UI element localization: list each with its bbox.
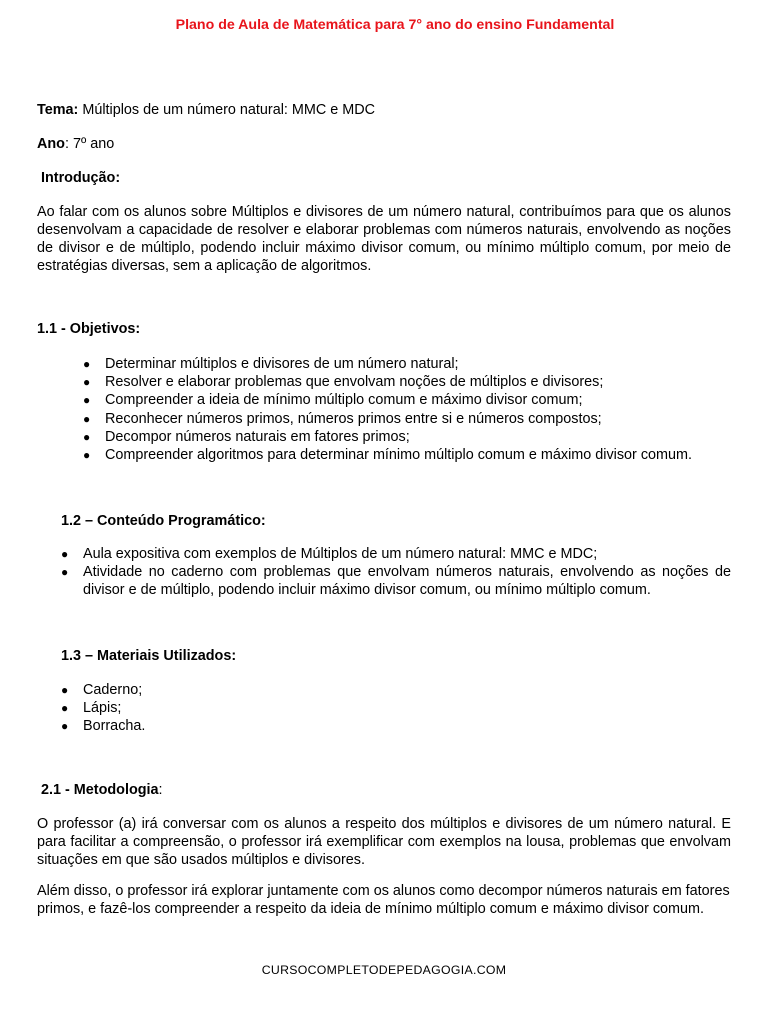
bullet-icon: ● <box>83 448 91 463</box>
objetivos-list <box>83 355 745 464</box>
list-item: ● Resolver e elaborar problemas que envolvam noções de múltiplos e divisores; <box>83 374 604 391</box>
objetivos-heading: 1.1 - Objetivos: <box>37 321 141 337</box>
list-item: ● Caderno; <box>61 682 143 698</box>
materiais-heading: 1.3 – Materiais Utilizados: <box>61 648 237 664</box>
bullet-icon: ● <box>61 683 69 697</box>
metodologia-paragraph-2: Além disso, o professor irá explorar juntamente com os alunos como decompor números naturais em fatores primos, e fazê-los compreender a respeito da ideia de mínimo múltiplo comum e máximo divisor comum. <box>37 883 730 917</box>
list-item: ● Lápis; <box>61 700 122 717</box>
conteudo-list <box>61 545 731 600</box>
introducao-paragraph: Ao falar com os alunos sobre Múltiplos e divisores de um número natural, contribuímos para que os alunos desenvolvam a capacidade de resolver e elaborar problemas com números naturais, envolvendo as noções de divisor e de múltiplo, podendo incluir máximo divisor comum, ou mínimo múltiplo comum, por meio de estratégias diversas, sem a aplicação de algoritmos. <box>37 204 731 274</box>
list-item: ● Compreender a ideia de mínimo múltiplo comum e máximo divisor comum; <box>83 392 583 409</box>
bullet-icon: ● <box>61 565 69 580</box>
footer-site: CURSOCOMPLETODEPEDAGOGIA.COM <box>261 963 507 977</box>
materiais-list <box>61 681 383 736</box>
bullet-icon: ● <box>83 429 91 444</box>
metodologia-heading-suffix: : <box>158 782 163 798</box>
list-item: ● Atividade no caderno com problemas que envolvam números naturais, envolvendo as noções de divisor e de múltiplo, podendo incluir máximo divisor comum, ou mínimo múltiplo comum. <box>61 564 731 599</box>
metodologia-heading: 2.1 - Metodologia <box>41 782 159 798</box>
ano-label: Ano <box>37 136 65 152</box>
introducao-heading: Introdução: <box>41 170 121 186</box>
metodologia-heading-line <box>41 781 163 799</box>
tema-label: Tema: <box>37 102 79 118</box>
list-item: ● Borracha. <box>61 718 146 735</box>
list-item: ● Aula expositiva com exemplos de Múltiplos de um número natural: MMC e MDC; <box>61 546 598 562</box>
bullet-icon: ● <box>83 357 91 371</box>
ano-value: : 7º ano <box>64 136 115 152</box>
bullet-icon: ● <box>61 701 69 716</box>
document-title: Plano de Aula de Matemática para 7° ano do ensino Fundamental <box>175 17 615 33</box>
list-item: ● Determinar múltiplos e divisores de um número natural; <box>83 356 459 372</box>
tema-line <box>37 101 375 119</box>
tema-value: Múltiplos de um número natural: MMC e MDC <box>78 102 376 118</box>
list-item: ● Decompor números naturais em fatores primos; <box>83 428 410 445</box>
bullet-icon: ● <box>83 375 91 390</box>
ano-line <box>37 135 114 153</box>
bullet-icon: ● <box>61 719 69 734</box>
metodologia-paragraph-1: O professor (a) irá conversar com os alunos a respeito dos múltiplos e divisores de um número natural. E para facilitar a compreensão, o professor irá exemplificar com exemplos na lousa, problemas que envolvam situações em que são usados múltiplos e divisores. <box>37 816 731 868</box>
list-item: ● Reconhecer números primos, números primos entre si e números compostos; <box>83 410 602 427</box>
list-item: ● Compreender algoritmos para determinar mínimo múltiplo comum e máximo divisor comum. <box>83 447 693 464</box>
conteudo-heading: 1.2 – Conteúdo Programático: <box>61 513 266 529</box>
bullet-icon: ● <box>61 547 69 561</box>
bullet-icon: ● <box>83 393 91 408</box>
bullet-icon: ● <box>83 411 91 426</box>
